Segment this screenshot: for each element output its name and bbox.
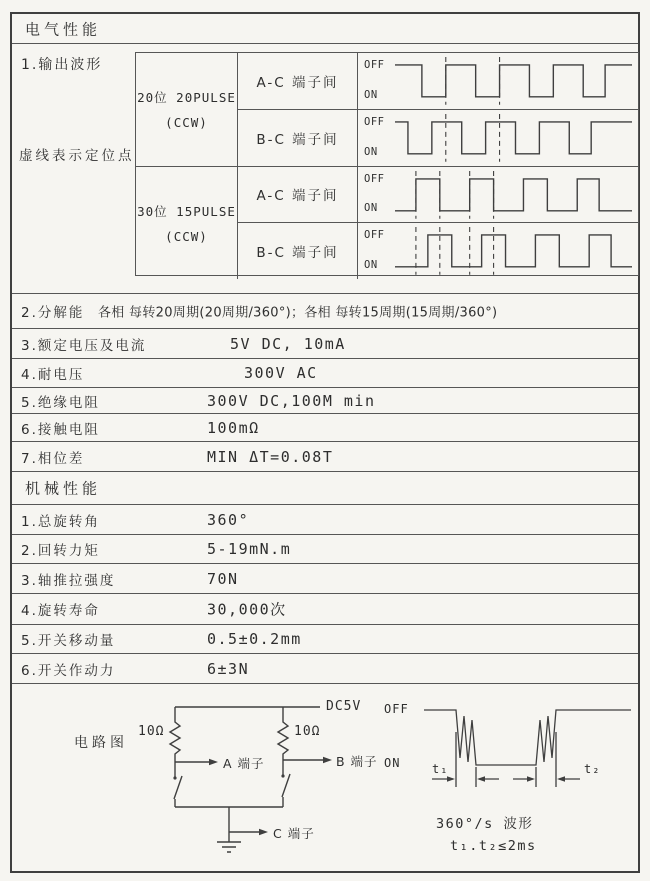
off-on-labels bbox=[362, 169, 394, 221]
arrowhead bbox=[557, 776, 565, 782]
resistor-right-label: 10Ω bbox=[294, 724, 321, 739]
off-label: OFF bbox=[364, 59, 385, 71]
waveform-cell-g2-bc bbox=[358, 223, 638, 279]
spec-label: 5.开关移动量 bbox=[21, 633, 116, 649]
on-label: ON bbox=[364, 145, 378, 158]
mechanical-section-title: 机械性能 bbox=[25, 479, 102, 498]
spec-label: 3.额定电压及电流 bbox=[21, 337, 147, 354]
bounce-on-label: ON bbox=[384, 756, 401, 770]
arrowhead bbox=[209, 759, 218, 765]
spec-row-rotation-life bbox=[12, 594, 638, 625]
off-on-labels bbox=[362, 112, 394, 164]
square-wave-g2-bc bbox=[394, 225, 633, 277]
spec-value: 70N bbox=[207, 569, 239, 588]
on-label: ON bbox=[364, 259, 378, 272]
spec-row-insulation-resistance bbox=[12, 388, 638, 414]
spec-value: 6±3N bbox=[207, 659, 250, 678]
spec-value: 300V AC bbox=[244, 364, 318, 382]
square-wave-g1-bc bbox=[394, 112, 633, 164]
terminal-a-c-label: A-C 端子间 bbox=[256, 188, 339, 205]
waveform-group-15pulse bbox=[136, 167, 238, 280]
group1-name: 20位 20PULSE bbox=[137, 90, 236, 106]
spec-row-rotation-torque bbox=[12, 535, 638, 564]
arrowhead bbox=[527, 776, 535, 782]
spec-row-switch-travel bbox=[12, 625, 638, 654]
bounce-off-label: OFF bbox=[384, 702, 409, 716]
arrowhead bbox=[477, 776, 485, 782]
t1-label: t₁ bbox=[432, 762, 449, 776]
waveform-group-20pulse bbox=[136, 53, 238, 167]
spec-row-switch-operating-force bbox=[12, 654, 638, 684]
arrowhead bbox=[259, 829, 268, 835]
terminal-c-label: C 端子 bbox=[273, 826, 315, 841]
off-on-labels bbox=[362, 225, 394, 277]
arrowhead bbox=[323, 757, 332, 763]
square-wave-g1-ac bbox=[394, 55, 633, 107]
spec-row-phase-difference bbox=[12, 442, 638, 472]
terminal-a-label: A 端子 bbox=[223, 756, 265, 771]
off-label: OFF bbox=[364, 172, 385, 185]
spec-value: 300V DC,100M min bbox=[207, 391, 376, 410]
waveform-cell-g2-ac bbox=[358, 167, 638, 224]
off-on-labels bbox=[362, 55, 394, 107]
square-wave-g2-ac bbox=[394, 169, 633, 221]
waveform-table bbox=[135, 52, 639, 276]
terminal-a-c-label: A-C 端子间 bbox=[256, 74, 339, 91]
spec-label: 2.分解能 bbox=[21, 305, 85, 321]
spec-value: 0.5±0.2mm bbox=[207, 630, 302, 648]
spec-value: 100mΩ bbox=[207, 418, 260, 437]
spec-row-resolution bbox=[12, 294, 638, 329]
spec-row-contact-resistance bbox=[12, 414, 638, 442]
spec-label: 6.开关作动力 bbox=[21, 662, 116, 679]
spec-label: 7.相位差 bbox=[21, 450, 85, 467]
group2-name: 30位 15PULSE bbox=[137, 203, 236, 219]
output-waveform-label: 1.输出波形 bbox=[21, 57, 103, 73]
group2-direction: (CCW) bbox=[165, 228, 208, 244]
electrical-section-title: 电气性能 bbox=[25, 20, 102, 38]
spec-value: 5V DC, 10mA bbox=[230, 334, 346, 353]
terminal-label-cell bbox=[238, 53, 358, 110]
spec-value: 5-19mN.m bbox=[207, 540, 292, 558]
spec-label: 2.回转力矩 bbox=[21, 543, 100, 559]
group1-direction: (CCW) bbox=[165, 115, 208, 131]
spec-label: 3.轴推拉强度 bbox=[21, 572, 116, 589]
spec-row-rated-voltage-current bbox=[12, 329, 638, 359]
terminal-b-c-label: B-C 端子间 bbox=[256, 245, 339, 262]
terminal-b-label: B 端子 bbox=[336, 754, 378, 769]
spec-row-shaft-push-pull-strength bbox=[12, 564, 638, 594]
on-label: ON bbox=[364, 202, 378, 215]
spec-label: 6.接触电阻 bbox=[21, 421, 100, 438]
spec-label: 4.旋转寿命 bbox=[21, 603, 100, 619]
supply-voltage-label: DC5V bbox=[326, 699, 362, 714]
off-label: OFF bbox=[364, 229, 385, 242]
terminal-label-cell bbox=[238, 223, 358, 279]
electrical-section-header bbox=[12, 14, 638, 44]
circuit-schematic bbox=[130, 692, 392, 870]
waveform-cell-g1-bc bbox=[358, 110, 638, 167]
spec-value: MIN ΔT=0.08T bbox=[207, 447, 334, 466]
terminal-label-cell bbox=[238, 110, 358, 167]
spec-value: 各相 每转20周期(20周期/360°)；各相 每转15周期(15周期/360°) bbox=[98, 305, 498, 321]
waveform-cell-g1-ac bbox=[358, 53, 638, 110]
page-border bbox=[10, 12, 640, 873]
bounce-time-caption: t₁.t₂≤2ms bbox=[450, 838, 537, 854]
spec-row-withstand-voltage bbox=[12, 359, 638, 388]
speed-caption: 360°/s 波形 bbox=[436, 816, 534, 832]
dashed-line-note: 虚线表示定位点 bbox=[19, 148, 135, 164]
circuit-section bbox=[12, 684, 638, 873]
t2-label: t₂ bbox=[584, 762, 601, 776]
on-label: ON bbox=[364, 88, 378, 101]
circuit-diagram bbox=[130, 692, 392, 870]
terminal-b-c-label: B-C 端子间 bbox=[256, 131, 339, 148]
spec-row-total-rotation-angle bbox=[12, 505, 638, 535]
bounce-waveform bbox=[416, 690, 641, 800]
arrowhead bbox=[447, 776, 455, 782]
resistor-left-label: 10Ω bbox=[138, 724, 165, 739]
mechanical-section-header bbox=[12, 472, 638, 505]
switch-bounce-diagram bbox=[384, 690, 642, 870]
spec-label: 1.总旋转角 bbox=[21, 513, 100, 530]
spec-value: 30,000次 bbox=[207, 600, 287, 619]
spec-label: 5.绝缘电阻 bbox=[21, 394, 100, 411]
circuit-diagram-title: 电路图 bbox=[74, 735, 128, 751]
spec-value: 360° bbox=[207, 510, 250, 529]
off-label: OFF bbox=[364, 115, 385, 128]
output-waveform-section bbox=[12, 44, 638, 294]
terminal-label-cell bbox=[238, 167, 358, 224]
spec-label: 4.耐电压 bbox=[21, 367, 85, 383]
